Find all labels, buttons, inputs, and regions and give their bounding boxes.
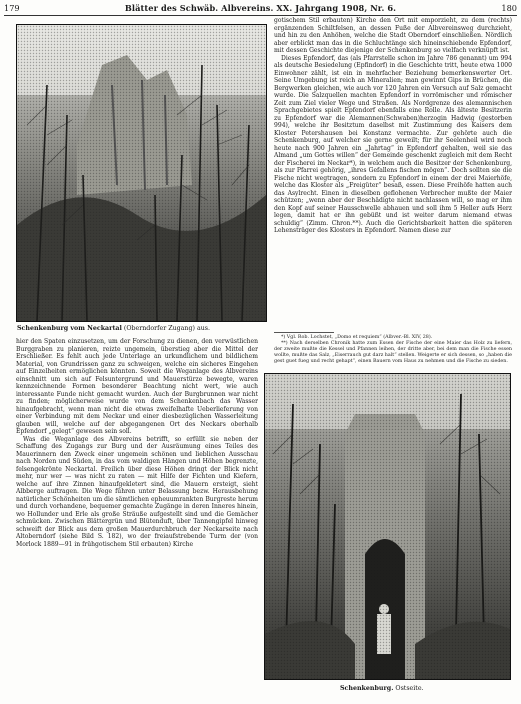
header-rule (4, 15, 517, 16)
caption-1-bold: Schenkenburg vom Neckartal (17, 325, 122, 332)
footnote-rule (274, 332, 334, 333)
caption-2-bold: Schenkenburg. (340, 685, 394, 692)
right-paragraph-1: gotischem Stil erbauten) Kirche den Ort mit emporzieht, zu dem (rechts) ergänzenden Schiltfelsen, an dessen Fuße der Albvereinsweg durchzieht, und hin zu den Anhöhen, welche die Stadt Oberndorf einschließen. Nördlich aber erblickt man das in die Schluchtänge sich hineinschiebende Epfendorf, mit dessen Geschichte diejenige der Schenkenburg so vielfach verknüpft ist. (274, 17, 512, 54)
gate-photo-halftone-icon (265, 374, 510, 679)
journal-title: Blätter des Schwäb. Albvereins. XX. Jahrgang 1908, Nr. 6. (124, 3, 397, 13)
footnotes (274, 332, 512, 372)
footnote-1: *) Vgl. Rob. Lochstet, „Domo et requiem“ (Albver.-Bl. XIV, 28). (281, 335, 433, 340)
left-column-text (16, 338, 258, 702)
caption-1-rest: (Oberndorfer Zugang) aus. (123, 325, 211, 332)
photo-schenkenburg-ostseite (264, 373, 511, 680)
right-paragraph-2: Dieses Epfendorf, das (als Pfarrstelle schon im Jahre 786 genannt) um 994 als deutsche Besiedelung (Epfindorf) in die Geschichte tritt, heute etwa 1000 Einwohner zählt, ist ein in mehrfacher Beziehung bemerkenswerter Ort. Seine Umgebung ist reich an Mineralien; man gewinnt Gips in Brüchen, die Bergwerken gleichen, wie auch vor 120 Jahren ein Versuch auf Salz gemacht wurde. Die Salzquellen machten Epfendorf in vorrömischer und römischer Zeit zum Ziel vieler Wege und Straßen. Als Nordgrenze des alemannischen Sprachgebietes spielt Epfendorf ebenfalls eine Rolle. Als älteste Besitzerin zu Epfendorf war die Alemannen(Schwaben)herzogin Hadwig (gestorben 994), welche ihr Besitztum daselbst mit Zustimmung des Kaisers dem Kloster Petershausen bei Konstanz vermachte. Zur gehörte auch die Schenkenburg, auf welcher sie gerne geweilt; für ihr Seelenheil wird noch heute nach 900 Jahren ein „Jahrtag“ in Epfendorf gehalten, weil sie das Almand „um Gottes willen“ der Gemeinde geschenkt zugleich mit dem Recht der Fischerei im Neckar*), in welchem auch die Besitzer der Schenkenburg, als zur Pfarrei gehörig, „ihres Gefallens fischen mögen“. Doch sollten sie die Fische nicht wegtragen, sondern zu Epfendorf in einem der drei Maierhöfe, welche das Kloster als „Freigüter“ besaß, essen. Diese Freihöfe hatten auch das Asylrecht. Einen in dieselben geflohenen Verbrecher mußte der Maier schützen; „wenn aber der Beschädigte nicht nachlassen will, so mag er ihm den Kopf auf seiner Hausschwelle abhauen und soll ihm 5 Heller aufs Herz legen, damit hat er ihn gebüßt und ist weiter darum niemand etwas schuldig“ (Zimm. Chron.**). Auch die Gerichtsbarkeit hatten die späteren Lehensträger des Klosters in Epfendorf. Namen diese zur (274, 54, 512, 234)
caption-2-rest: Ostseite. (395, 685, 424, 692)
left-paragraph-1: hier den Spaten einzusetzen, um der Forschung zu dienen, den verwüstlichen Burggraben zu planieren, reizte ungemein, überstieg aber die Mittel der Erschließer. Es fehlt auch jede Unterlage an urkundlichem und bildlichem Material, von Grundrissen ganz zu schweigen, welche ein sicheres Eingehen auf Einzelheiten ermöglichen könnten. Soweit die Weganlage des Albvereins einschnitt um sich auf Felsuntergrund und Mauerstürze bewegte, waren kennzeichnende Formen besonderer Beachtung nicht wert, wie auch interessante Funde nicht gemacht wurden. Auch der Burgbrunnen war nicht zu finden; möglicherweise wurde von dem Schenkenbach das Wasser hinaufgebracht, wenn man nicht die etwas zweifelhafte Ueberlieferung von einer Verbindung mit dem Neckar und einer diesbezüglichen Wasserleitung glauben will, welche auf der abgegangenen Ort des Neckars oberhalb Epfendorf „gelegt“ gewesen sein soll. (16, 338, 258, 435)
page-number-right: 180 (501, 3, 517, 13)
caption-photo-1 (17, 325, 210, 332)
photo-schenkenburg-neckartal (16, 24, 267, 322)
ruin-photo-halftone-icon (17, 25, 266, 321)
footnote-2: **) Nach derselben Chronik hatte zum Essen der Fische der eine Maier das Holz zu liefern, der zweite mußte die Kessel und Pfannen leihen, der dritte aber, bei dem man die Fische essen wollte, mußte das Salz, „Eiserrauch gut darz halt“ stellen. Weigerte er sich dessen, so „haben die gest guet fueg und recht gehapt“, einen Bauern vom Haus zu nehmen und die Fische zu sieden. (274, 340, 512, 364)
right-column-text (274, 17, 512, 323)
caption-photo-2 (340, 685, 424, 692)
page-header (4, 3, 517, 15)
page-number-left: 179 (4, 3, 20, 13)
left-paragraph-2: Was die Weganlage des Albvereins betrifft, so erfüllt sie neben der Schaffung des Zugangs zur Burg und der Ausräumung eines Teiles des Mauerinnern den Zweck einer ungemein schönen und lieblichen Ausschau nach Norden und Süden, in das vom waldigen Hängen und Höhen begrenzte, felsengekrönte Neckartal. Freilich über diese Höhen dringt der Blick nicht mehr, nur wer — was nicht zu raten — mit Hilfe der Fichten und Kiefern, welche auf ihre Zinnen hinaufgekletert sind, die Mauern ersteigt, sieht Albberge auftragen. Die Wege führen unter Belassung bezw. Herausbehung natürlicher Schönheiten um die sämtlichen epheuumrankten Burgreste herum und durch vorhandene, bequemer gemachte Zugänge in deren Inneres hinein, wo Hollunder und Erle als große Sträuße aufgestellt sind und die Gemächer schmücken. Zwischen Blättergrün und Blütenduft, über Tannengipfel hinweg schweift der Blick aus dem großen Mauerdurchbruch der Neckarseite nach Altoberndorf (siehe Bild S. 182), wo der freiaufstrebende Turm der (von Morlock 1889—91 in frühgotischem Stil erbauten) Kirche (16, 435, 258, 548)
